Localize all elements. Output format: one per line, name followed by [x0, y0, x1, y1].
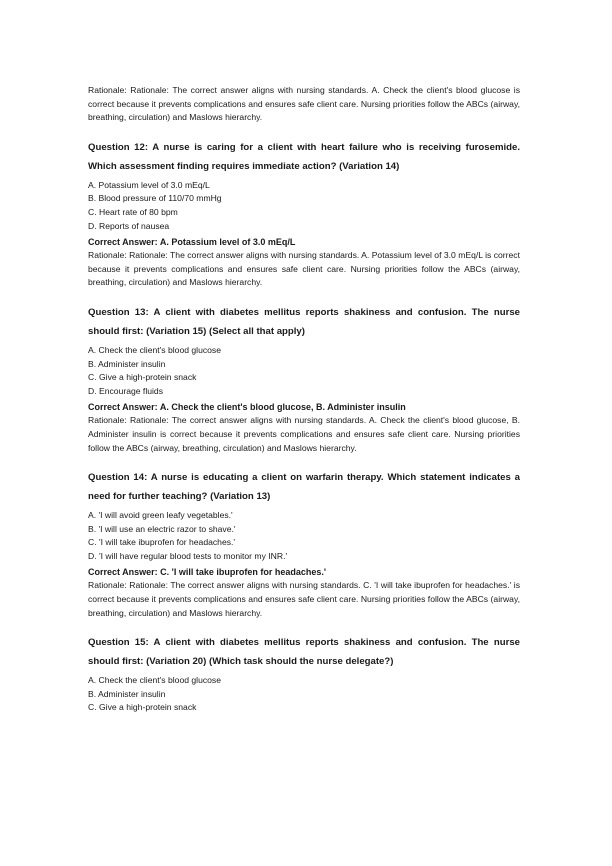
option-d: D. Reports of nausea — [88, 220, 170, 231]
question-line-2: should first: (Variation 15) (Select all that apply) — [88, 325, 305, 337]
option-list — [88, 344, 520, 398]
question-line-1: Question 12: A nurse is caring for a client with heart failure who is receiving furosemide. — [88, 141, 520, 153]
correct-answer: Correct Answer: A. Check the client's blood glucose, B. Administer insulin — [88, 402, 406, 413]
rationale: Rationale: Rationale: The correct answer aligns with nursing standards. C. 'I will take ibuprofen for headaches.' is correct because it prevents complications and ensures safe client care. Nursing priorities follow the ABCs (airway, breathing, circulation) and Maslows hierarchy. — [88, 580, 520, 618]
option-b: B. Blood pressure of 110/70 mmHg — [88, 193, 222, 204]
question-text — [88, 138, 520, 176]
question-line-2: should first: (Variation 20) (Which task should the nurse delegate?) — [88, 656, 394, 668]
option-d: D. Encourage fluids — [88, 385, 163, 396]
option-b: B. 'I will use an electric razor to shave.' — [88, 523, 236, 534]
question-text — [88, 468, 520, 506]
question-line-1: Question 13: A client with diabetes mellitus reports shakiness and confusion. The nurse — [88, 306, 520, 318]
option-c: C. Heart rate of 80 bpm — [88, 206, 178, 217]
option-a: A. Check the client's blood glucose — [88, 675, 222, 686]
top-rationale: Rationale: Rationale: The correct answer aligns with nursing standards. A. Check the client's blood glucose is correct because it prevents complications and ensures safe client care. Nursing priorities follow the ABCs (airway, breathing, circulation) and Maslows hierarchy. — [88, 85, 520, 123]
option-list — [88, 509, 520, 563]
option-c: C. 'I will take ibuprofen for headaches.' — [88, 537, 236, 548]
question-block-14 — [88, 468, 520, 620]
option-d: D. 'I will have regular blood tests to monitor my INR.' — [88, 550, 288, 561]
option-list — [88, 179, 520, 233]
question-line-1: Question 14: A nurse is educating a client on warfarin therapy. Which statement indicates a — [88, 472, 520, 484]
option-c: C. Give a high-protein snack — [88, 702, 197, 713]
correct-answer: Correct Answer: C. 'I will take ibuprofen for headaches.' — [88, 567, 326, 578]
question-block-12 — [88, 138, 520, 290]
document-page — [88, 84, 520, 715]
option-b: B. Administer insulin — [88, 358, 166, 369]
question-text — [88, 633, 520, 671]
correct-answer: Correct Answer: A. Potassium level of 3.0 mEq/L — [88, 237, 296, 248]
question-line-2: need for further teaching? (Variation 13) — [88, 491, 271, 503]
question-block-13 — [88, 303, 520, 455]
option-a: A. Potassium level of 3.0 mEq/L — [88, 179, 210, 190]
rationale: Rationale: Rationale: The correct answer aligns with nursing standards. A. Potassium level of 3.0 mEq/L is correct because it prevents complications and ensures safe client care. Nursing priorities follow the ABCs (airway, breathing, circulation) and Maslows hierarchy. — [88, 250, 520, 288]
option-list — [88, 674, 520, 715]
rationale: Rationale: Rationale: The correct answer aligns with nursing standards. A. Check the client's blood glucose, B. Administer insulin is correct because it prevents complications and ensures safe client care. Nursing priorities follow the ABCs (airway, breathing, circulation) and Maslows hierarchy. — [88, 415, 520, 453]
option-a: A. Check the client's blood glucose — [88, 344, 222, 355]
option-c: C. Give a high-protein snack — [88, 372, 197, 383]
option-a: A. 'I will avoid green leafy vegetables.' — [88, 510, 233, 521]
question-line-1: Question 15: A client with diabetes mellitus reports shakiness and confusion. The nurse — [88, 637, 520, 649]
question-block-15 — [88, 633, 520, 715]
question-text — [88, 303, 520, 341]
question-line-2: Which assessment finding requires immediate action? (Variation 14) — [88, 160, 400, 172]
option-b: B. Administer insulin — [88, 688, 166, 699]
